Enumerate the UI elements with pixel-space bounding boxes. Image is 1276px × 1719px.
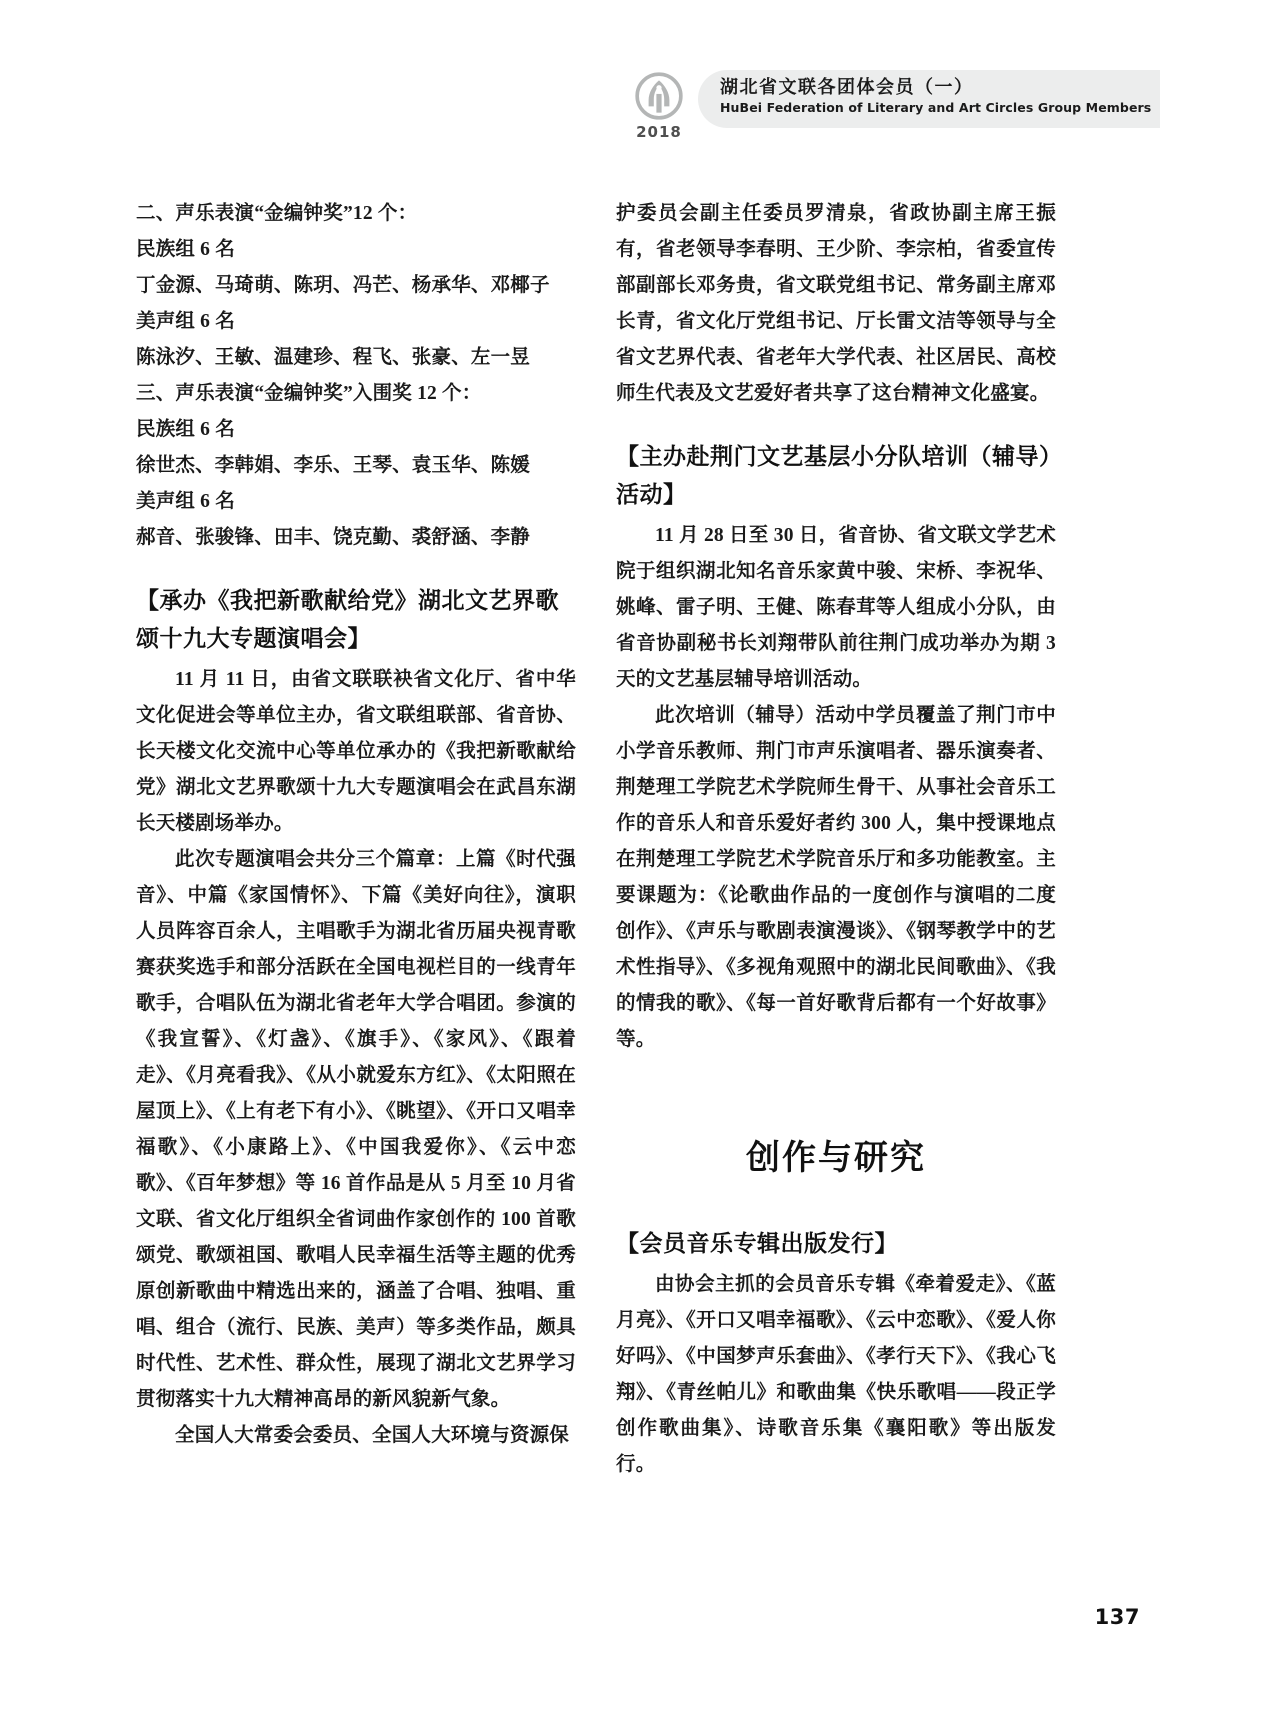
part-title: 创作与研究 (746, 1138, 926, 1178)
right-paragraph: 11 月 28 日至 30 日，省音协、省文联文学艺术院于组织湖北知名音乐家黄中骏、宋桥、李祝华、姚峰、雷子明、王健、陈春茸等人组成小分队，由省音协副秘书长刘翔带队前往荆门成功举办为期 3 天的文艺基层辅导培训活动。 (616, 525, 1056, 690)
two-column-body (136, 196, 1136, 1475)
award-line: 陈泳汐、王敏、温建珍、程飞、张豪、左一昱 (136, 347, 531, 368)
right-paragraph: 此次培训（辅导）活动中学员覆盖了荆门市中小学音乐教师、荆门市声乐演唱者、器乐演奏者、荆楚理工学院艺术学院师生骨干、从事社会音乐工作的音乐人和音乐爱好者约 300 人，集中授课地点在荆楚理工学院艺术学院音乐厅和多功能教室。主要课题为：《论歌曲作品的一度创作与演唱的二度创作》、《声乐与歌剧表演漫谈》、《钢琴教学中的艺术性指导》、《多视角观照中的湖北民间歌曲》、《我的情我的歌》、《每一首好歌背后都有一个好故事》等。 (616, 705, 1056, 1050)
hubei-federation-logo-icon (633, 70, 685, 122)
right-column (616, 196, 1056, 1483)
left-paragraph: 11 月 11 日，由省文联联袂省文化厅、省中华文化促进会等单位主办，省文联组联部、省音协、长天楼文化交流中心等单位承办的《我把新歌献给党》湖北文艺界歌颂十九大专题演唱会在武昌东湖长天楼剧场举办。 (136, 669, 576, 834)
page-number: 137 (1094, 1605, 1140, 1629)
header-title-cn: 湖北省文联各团体会员（一） (720, 77, 974, 97)
running-header (620, 70, 1160, 141)
header-text (720, 75, 1151, 115)
left-paragraph: 全国人大常委会委员、全国人大环境与资源保 (175, 1425, 570, 1446)
award-line: 郝音、张骏锋、田丰、饶克勤、裘舒涵、李静 (136, 527, 531, 548)
left-section-heading: 【承办《我把新歌献给党》湖北文艺界歌颂十九大专题演唱会】 (136, 588, 559, 652)
award-line: 徐世杰、李韩娟、李乐、王琴、袁玉华、陈媛 (136, 455, 531, 476)
award-line: 民族组 6 名 (136, 419, 235, 440)
subsection-paragraph: 由协会主抓的会员音乐专辑《牵着爱走》、《蓝月亮》、《开口又唱幸福歌》、《云中恋歌》、《爱人你好吗》、《中国梦声乐套曲》、《孝行天下》、《我心飞翔》、《青丝帕儿》和歌曲集《快乐歌唱——段正学创作歌曲集》、诗歌音乐集《襄阳歌》等出版发行。 (616, 1274, 1056, 1475)
logo-block (620, 70, 698, 141)
left-column (136, 196, 576, 1454)
header-title-en: HuBei Federation of Literary and Art Circles Group Members (720, 100, 1152, 116)
right-section-heading: 【主办赴荆门文艺基层小分队培训（辅导）活动】 (616, 444, 1051, 508)
award-line: 二、声乐表演“金编钟奖”12 个： (136, 203, 418, 224)
subsection-heading: 【会员音乐专辑出版发行】 (616, 1231, 898, 1257)
award-line: 丁金源、马琦萌、陈玥、冯芒、杨承华、邓椰子 (136, 275, 550, 296)
award-line: 三、声乐表演“金编钟奖”入围奖 12 个： (136, 383, 482, 404)
continued-paragraph: 护委员会副主任委员罗清泉，省政协副主席王振有，省老领导李春明、王少阶、李宗柏，省委宣传部副部长邓务贵，省文联党组书记、常务副主席邓长青，省文化厅党组书记、厅长雷文洁等领导与全省文艺界代表、省老年大学代表、社区居民、高校师生代表及文艺爱好者共享了这台精神文化盛宴。 (616, 203, 1056, 404)
logo-year: 2018 (636, 123, 682, 141)
award-line: 美声组 6 名 (136, 311, 235, 332)
award-line: 美声组 6 名 (136, 491, 235, 512)
left-paragraph: 此次专题演唱会共分三个篇章：上篇《时代强音》、中篇《家国情怀》、下篇《美好向往》，演职人员阵容百余人，主唱歌手为湖北省历届央视青歌赛获奖选手和部分活跃在全国电视栏目的一线青年歌手，合唱队伍为湖北省老年大学合唱团。参演的《我宣誓》、《灯盏》、《旗手》、《家风》、《跟着走》、《月亮看我》、《从小就爱东方红》、《太阳照在屋顶上》、《上有老下有小》、《眺望》、《开口又唱幸福歌》、《小康路上》、《中国我爱你》、《云中恋歌》、《百年梦想》等 16 首作品是从 5 月至 10 月省文联、省文化厅组织全省词曲作家创作的 100 首歌颂党、歌颂祖国、歌唱人民幸福生活等主题的优秀原创新歌曲中精选出来的，涵盖了合唱、独唱、重唱、组合（流行、民族、美声）等多类作品，颇具时代性、艺术性、群众性，展现了湖北文艺界学习贯彻落实十九大精神高昂的新风貌新气象。 (136, 849, 576, 1410)
award-line: 民族组 6 名 (136, 239, 235, 260)
